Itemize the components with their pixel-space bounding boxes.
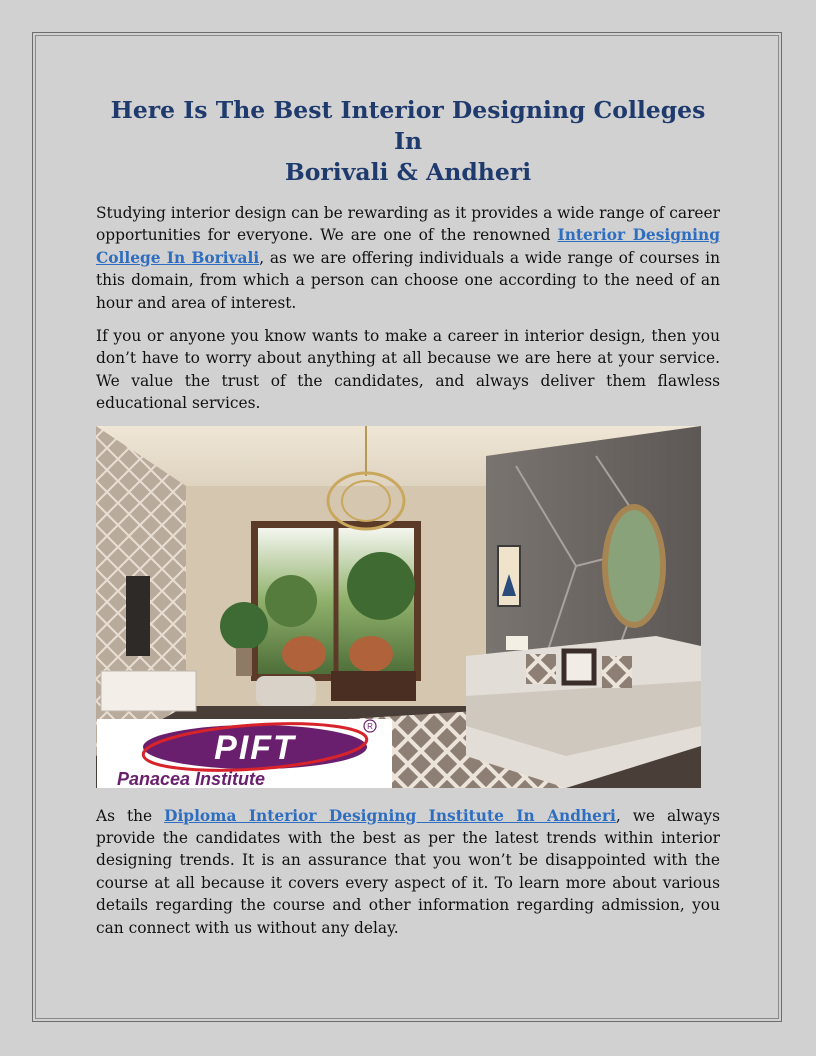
tv-screen: [126, 576, 150, 656]
logo-brand-text: PIFT: [214, 728, 296, 767]
andheri-institute-link[interactable]: Diploma Interior Designing Institute In Andheri: [164, 806, 616, 825]
armchair-right: [349, 636, 393, 672]
diploma-text-before: As the: [96, 806, 165, 825]
intro-text-after: , as we are offering individuals a wide range of courses in this domain, from which a person can choose one according to the need of an hour and area of interest.: [96, 248, 720, 312]
potted-plant: [220, 602, 268, 650]
document-body: [96, 95, 720, 950]
tv-console: [101, 671, 196, 711]
table-lamp: [506, 636, 528, 650]
career-paragraph: If you or anyone you know wants to make a career in interior design, then you don’t have to worry about anything at all because we are here at your service. We value the trust of the candidates, and always deliver them flawless educational services.: [96, 327, 720, 413]
page-title-line2: Borivali & Andheri: [284, 158, 532, 186]
armchair-left: [282, 636, 326, 672]
page-title: [96, 95, 720, 188]
pift-logo-graphic: [97, 719, 392, 788]
living-room-photo: [96, 426, 701, 788]
pouffe: [256, 676, 316, 706]
intro-paragraph: [96, 202, 720, 314]
pift-logo: [97, 719, 392, 788]
registered-mark: R: [367, 721, 373, 731]
coffee-table: [331, 671, 416, 701]
borivali-college-link[interactable]: Interior Designing College In Borivali: [96, 226, 720, 267]
diploma-paragraph: [96, 805, 720, 939]
cushion: [526, 654, 556, 684]
diploma-text-after: , we always provide the candidates with the best as per the latest trends within interior designing trends. It is an assurance that you won’t be disappointed with the course at all because it covers every aspect of it. To learn more about various details regarding the course and other information regarding admission, you can connect with us without any delay.: [96, 806, 720, 937]
logo-subtitle: Panacea Institute: [117, 768, 266, 788]
cushion: [602, 656, 632, 688]
cushion: [564, 651, 594, 683]
page-title-line1: Here Is The Best Interior Designing Colleges In: [110, 96, 706, 155]
intro-text-before: Studying interior design can be rewarding as it provides a wide range of career opportunities for everyone. We are one of the renowned: [96, 204, 720, 245]
